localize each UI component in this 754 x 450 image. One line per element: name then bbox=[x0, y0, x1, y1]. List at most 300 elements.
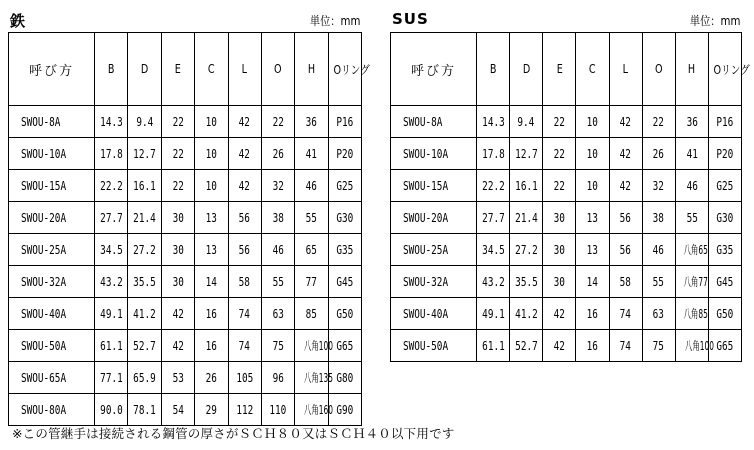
sus-table-row bbox=[391, 266, 742, 298]
iron-cell-value: 85 bbox=[305, 306, 318, 321]
sus-table-cell bbox=[675, 330, 714, 362]
iron-cell-value: 30 bbox=[172, 242, 184, 257]
sus-header-label: H bbox=[688, 62, 696, 76]
sus-table-cell bbox=[510, 266, 543, 298]
sus-table-cell bbox=[642, 266, 675, 298]
iron-cell-value: 30 bbox=[172, 210, 184, 225]
iron-table-cell bbox=[95, 170, 128, 202]
sus-header-cell bbox=[576, 33, 609, 106]
iron-cell-value: 96 bbox=[272, 370, 284, 385]
iron-cell-value: 9.4 bbox=[136, 114, 154, 129]
iron-cell-value: 42 bbox=[172, 338, 184, 353]
sus-table-cell bbox=[642, 202, 675, 234]
iron-table-cell bbox=[128, 298, 161, 330]
sus-table-cell bbox=[576, 170, 609, 202]
sus-header-cell bbox=[609, 33, 642, 106]
iron-table-cell bbox=[261, 266, 294, 298]
sus-cell-value: 27.7 bbox=[481, 210, 505, 225]
sus-table-cell bbox=[642, 170, 675, 202]
iron-table-row bbox=[9, 266, 362, 298]
iron-table-cell bbox=[261, 394, 294, 426]
iron-table-cell bbox=[261, 170, 294, 202]
iron-table-cell bbox=[228, 106, 261, 138]
sus-table-body bbox=[391, 106, 742, 362]
sus-cell-value: 46 bbox=[653, 242, 665, 257]
sus-cell-value: 22.2 bbox=[481, 178, 505, 193]
iron-table-row bbox=[9, 234, 362, 266]
sus-cell-value: 10 bbox=[586, 146, 599, 161]
sus-cell-value: 14 bbox=[586, 274, 599, 289]
sus-table-row bbox=[391, 330, 742, 362]
iron-table-cell bbox=[328, 106, 361, 138]
sus-table-cell bbox=[642, 106, 675, 138]
sus-table-row bbox=[391, 202, 742, 234]
iron-header-cell bbox=[161, 33, 194, 106]
iron-header-cell bbox=[261, 33, 294, 106]
sus-cell-value: 42 bbox=[553, 338, 565, 353]
iron-table-cell bbox=[328, 330, 361, 362]
iron-cell-value: 26 bbox=[272, 146, 284, 161]
iron-cell-value: 16.1 bbox=[133, 178, 156, 193]
sus-table-row bbox=[391, 170, 742, 202]
sus-header-label: E bbox=[556, 62, 563, 76]
iron-table-cell bbox=[328, 298, 361, 330]
sus-table-row bbox=[391, 138, 742, 170]
iron-table-body bbox=[9, 106, 362, 426]
sus-cell-value: 八角77 bbox=[683, 275, 708, 289]
sus-cell-value: 17.8 bbox=[481, 146, 505, 161]
iron-table-cell bbox=[9, 234, 95, 266]
sus-cell-value: 22 bbox=[553, 146, 565, 161]
iron-table-cell bbox=[228, 138, 261, 170]
iron-cell-value: 17.8 bbox=[99, 146, 123, 161]
iron-header-cell bbox=[295, 33, 328, 106]
iron-cell-value: SWOU-80A bbox=[21, 402, 67, 417]
sus-header-label: C bbox=[589, 62, 596, 76]
iron-table-cell bbox=[161, 170, 194, 202]
sus-cell-value: 16 bbox=[586, 306, 599, 321]
iron-cell-value: 38 bbox=[272, 210, 284, 225]
iron-table-cell bbox=[161, 202, 194, 234]
iron-table-cell bbox=[9, 170, 95, 202]
iron-header-cell bbox=[228, 33, 261, 106]
sus-cell-value: SWOU-8A bbox=[403, 114, 443, 129]
iron-cell-value: 22 bbox=[172, 178, 184, 193]
iron-panel bbox=[8, 8, 370, 426]
iron-cell-value: 74 bbox=[239, 338, 251, 353]
iron-cell-value: 41.2 bbox=[133, 306, 156, 321]
iron-cell-value: G65 bbox=[336, 338, 354, 353]
sus-cell-value: 42 bbox=[553, 306, 565, 321]
iron-cell-value: 32 bbox=[272, 178, 284, 193]
sus-panel-title: SUS bbox=[392, 10, 429, 28]
sus-cell-value: 10 bbox=[586, 114, 599, 129]
iron-table-cell bbox=[295, 266, 328, 298]
iron-cell-value: SWOU-10A bbox=[21, 146, 67, 161]
sus-cell-value: 16.1 bbox=[514, 178, 538, 193]
iron-cell-value: 53 bbox=[172, 370, 184, 385]
iron-table-cell bbox=[95, 202, 128, 234]
sus-cell-value: P16 bbox=[716, 114, 734, 129]
sus-cell-value: 61.1 bbox=[481, 338, 505, 353]
iron-cell-value: G30 bbox=[336, 210, 354, 225]
sus-cell-value: 30 bbox=[553, 274, 565, 289]
sus-table-cell bbox=[708, 202, 741, 234]
iron-cell-value: 41 bbox=[305, 146, 318, 161]
iron-table-cell bbox=[228, 298, 261, 330]
iron-cell-value: 22 bbox=[172, 114, 184, 129]
sus-table-cell bbox=[510, 330, 543, 362]
sus-cell-value: G30 bbox=[716, 210, 734, 225]
iron-header-cell bbox=[328, 33, 370, 106]
iron-cell-value: 77.1 bbox=[99, 370, 123, 385]
iron-table-row bbox=[9, 330, 362, 362]
sus-table-cell bbox=[708, 170, 741, 202]
sus-table-cell bbox=[609, 266, 642, 298]
sus-table-cell bbox=[510, 170, 543, 202]
sus-header-label: 呼び方 bbox=[410, 63, 456, 79]
sus-table-cell bbox=[576, 138, 609, 170]
iron-table-cell bbox=[128, 234, 161, 266]
iron-cell-value: 46 bbox=[272, 242, 284, 257]
sus-table-cell bbox=[609, 138, 642, 170]
iron-table-cell bbox=[328, 170, 361, 202]
iron-cell-value: 14 bbox=[205, 274, 217, 289]
sus-cell-value: 42 bbox=[619, 114, 632, 129]
iron-table-cell bbox=[295, 138, 328, 170]
iron-table-cell bbox=[295, 234, 328, 266]
iron-cell-value: G50 bbox=[336, 306, 354, 321]
sus-cell-value: G65 bbox=[716, 338, 734, 353]
iron-cell-value: 26 bbox=[205, 370, 217, 385]
sus-table-cell bbox=[576, 266, 609, 298]
sus-table-cell bbox=[510, 234, 543, 266]
sus-table-cell bbox=[708, 266, 741, 298]
sus-cell-value: SWOU-25A bbox=[403, 242, 449, 257]
sus-header-cell bbox=[391, 33, 477, 106]
iron-table-cell bbox=[261, 362, 294, 394]
sus-table-cell bbox=[510, 138, 543, 170]
iron-table-cell bbox=[9, 298, 95, 330]
sus-table-cell bbox=[391, 170, 477, 202]
iron-cell-value: 52.7 bbox=[133, 338, 156, 353]
sus-table-cell bbox=[675, 138, 708, 170]
sus-table-cell bbox=[391, 266, 477, 298]
sus-table-cell bbox=[510, 202, 543, 234]
sus-cell-value: 9.4 bbox=[517, 114, 535, 129]
iron-cell-value: G90 bbox=[336, 402, 354, 417]
iron-table-cell bbox=[195, 202, 228, 234]
sus-cell-value: 八角100 bbox=[684, 339, 714, 353]
iron-table-cell bbox=[128, 138, 161, 170]
sus-table-cell bbox=[609, 330, 642, 362]
sus-cell-value: 41 bbox=[686, 146, 698, 161]
iron-table-cell bbox=[228, 234, 261, 266]
iron-header-label: L bbox=[242, 62, 248, 76]
sus-header-label: B bbox=[489, 62, 497, 76]
iron-table-cell bbox=[128, 330, 161, 362]
iron-header-label: Oリング bbox=[333, 62, 370, 77]
sus-cell-value: 13 bbox=[586, 242, 599, 257]
iron-table-cell bbox=[161, 234, 194, 266]
iron-cell-value: SWOU-32A bbox=[21, 274, 67, 289]
sus-header-cell bbox=[543, 33, 576, 106]
iron-cell-value: 42 bbox=[172, 306, 184, 321]
iron-cell-value: 105 bbox=[236, 370, 254, 385]
sus-cell-value: 27.2 bbox=[514, 242, 538, 257]
sus-table-row bbox=[391, 298, 742, 330]
iron-table-cell bbox=[228, 362, 261, 394]
iron-table-cell bbox=[295, 330, 334, 362]
iron-table-cell bbox=[95, 298, 128, 330]
sus-cell-value: 八角85 bbox=[683, 307, 708, 321]
iron-table-cell bbox=[261, 234, 294, 266]
sus-table-cell bbox=[576, 298, 609, 330]
iron-table-cell bbox=[328, 362, 361, 394]
sus-table-cell bbox=[576, 234, 609, 266]
iron-table-cell bbox=[328, 266, 361, 298]
iron-cell-value: 55 bbox=[272, 274, 284, 289]
sus-header-cell bbox=[708, 33, 750, 106]
iron-cell-value: 43.2 bbox=[99, 274, 123, 289]
iron-cell-value: 42 bbox=[239, 114, 251, 129]
iron-table-row bbox=[9, 362, 362, 394]
sus-cell-value: SWOU-32A bbox=[403, 274, 449, 289]
iron-table-cell bbox=[128, 202, 161, 234]
sus-spec-table bbox=[390, 32, 750, 362]
iron-table-cell bbox=[295, 394, 334, 426]
iron-table-cell bbox=[328, 234, 361, 266]
iron-cell-value: 78.1 bbox=[133, 402, 156, 417]
iron-table-cell bbox=[95, 234, 128, 266]
iron-cell-value: 65.9 bbox=[133, 370, 156, 385]
iron-cell-value: 42 bbox=[239, 178, 251, 193]
iron-cell-value: SWOU-40A bbox=[21, 306, 67, 321]
iron-table-cell bbox=[95, 394, 128, 426]
iron-cell-value: 10 bbox=[205, 178, 217, 193]
iron-cell-value: 34.5 bbox=[99, 242, 123, 257]
sus-header-label: L bbox=[622, 62, 629, 76]
iron-cell-value: SWOU-8A bbox=[21, 114, 61, 129]
sus-table-cell bbox=[543, 234, 576, 266]
sus-table-cell bbox=[642, 138, 675, 170]
iron-cell-value: 49.1 bbox=[99, 306, 123, 321]
iron-table-cell bbox=[195, 330, 228, 362]
iron-spec-table bbox=[8, 32, 370, 426]
sus-unit-label: 単位：mm bbox=[689, 14, 740, 28]
iron-cell-value: 13 bbox=[205, 242, 217, 257]
iron-table-cell bbox=[128, 106, 161, 138]
sus-table-cell bbox=[543, 170, 576, 202]
iron-table-cell bbox=[161, 394, 194, 426]
sus-cell-value: 63 bbox=[653, 306, 665, 321]
sus-cell-value: 35.5 bbox=[514, 274, 538, 289]
iron-table-cell bbox=[9, 106, 95, 138]
sus-cell-value: G25 bbox=[716, 178, 734, 193]
iron-cell-value: 42 bbox=[239, 146, 251, 161]
iron-cell-value: SWOU-15A bbox=[21, 178, 67, 193]
iron-table-cell bbox=[261, 138, 294, 170]
sus-table-cell bbox=[510, 298, 543, 330]
iron-header-label: O bbox=[274, 62, 282, 76]
iron-cell-value: 56 bbox=[239, 242, 251, 257]
sus-cell-value: 74 bbox=[619, 338, 632, 353]
sus-table-cell bbox=[609, 234, 642, 266]
sus-table-cell bbox=[543, 298, 576, 330]
iron-cell-value: G25 bbox=[336, 178, 354, 193]
iron-cell-value: G45 bbox=[336, 274, 354, 289]
iron-header-cell bbox=[128, 33, 161, 106]
sus-table-cell bbox=[675, 298, 708, 330]
iron-table-cell bbox=[195, 170, 228, 202]
sus-cell-value: 56 bbox=[619, 242, 632, 257]
iron-cell-value: SWOU-25A bbox=[21, 242, 67, 257]
iron-cell-value: 55 bbox=[305, 210, 318, 225]
iron-panel-title: 鉄 bbox=[10, 12, 27, 30]
iron-table-cell bbox=[261, 106, 294, 138]
iron-table-cell bbox=[228, 394, 261, 426]
sus-table-cell bbox=[708, 106, 741, 138]
iron-table-cell bbox=[295, 202, 328, 234]
sus-cell-value: 32 bbox=[653, 178, 665, 193]
sus-cell-value: 41.2 bbox=[514, 306, 538, 321]
sus-cell-value: 10 bbox=[586, 178, 599, 193]
iron-cell-value: 10 bbox=[205, 146, 217, 161]
iron-header-cell bbox=[95, 33, 128, 106]
iron-table-cell bbox=[295, 298, 328, 330]
iron-header-label: 呼び方 bbox=[28, 63, 74, 79]
iron-header-label: C bbox=[207, 62, 215, 76]
sus-cell-value: 49.1 bbox=[481, 306, 505, 321]
iron-cell-value: G35 bbox=[336, 242, 354, 257]
iron-cell-value: 22 bbox=[272, 114, 284, 129]
iron-table-cell bbox=[261, 298, 294, 330]
iron-header-label: E bbox=[174, 62, 181, 76]
sus-cell-value: 22 bbox=[553, 114, 565, 129]
iron-cell-value: 36 bbox=[305, 114, 318, 129]
sus-cell-value: 22 bbox=[653, 114, 665, 129]
sus-cell-value: P20 bbox=[716, 146, 734, 161]
sus-cell-value: 22 bbox=[553, 178, 565, 193]
sus-header-label: O bbox=[654, 62, 663, 76]
sus-cell-value: SWOU-50A bbox=[403, 338, 449, 353]
iron-cell-value: 22.2 bbox=[99, 178, 123, 193]
iron-cell-value: 10 bbox=[205, 114, 217, 129]
sus-header-label: D bbox=[522, 62, 530, 76]
iron-cell-value: 30 bbox=[172, 274, 184, 289]
iron-table-cell bbox=[161, 106, 194, 138]
sus-table-cell bbox=[477, 138, 510, 170]
iron-cell-value: 112 bbox=[236, 402, 254, 417]
sus-header-cell bbox=[675, 33, 708, 106]
iron-cell-value: 74 bbox=[239, 306, 251, 321]
sus-table-cell bbox=[391, 202, 477, 234]
sus-table-cell bbox=[708, 234, 741, 266]
iron-cell-value: 八角160 bbox=[304, 403, 334, 417]
sus-cell-value: 13 bbox=[586, 210, 599, 225]
sus-table-cell bbox=[675, 266, 708, 298]
sus-cell-value: 34.5 bbox=[481, 242, 505, 257]
sus-cell-value: SWOU-10A bbox=[403, 146, 449, 161]
sus-table-cell bbox=[391, 330, 477, 362]
sus-table-cell bbox=[675, 170, 708, 202]
sus-cell-value: 43.2 bbox=[481, 274, 505, 289]
sus-table-cell bbox=[391, 138, 477, 170]
sus-header-cell bbox=[642, 33, 675, 106]
sus-header-cell bbox=[477, 33, 510, 106]
iron-cell-value: 110 bbox=[269, 402, 287, 417]
sus-header-cell bbox=[510, 33, 543, 106]
iron-cell-value: P20 bbox=[336, 146, 354, 161]
sus-cell-value: 74 bbox=[619, 306, 632, 321]
iron-table-cell bbox=[9, 330, 95, 362]
sus-cell-value: 30 bbox=[553, 242, 565, 257]
iron-table-cell bbox=[261, 330, 294, 362]
iron-header-label: H bbox=[307, 62, 316, 76]
sus-table-cell bbox=[477, 106, 510, 138]
sus-table-cell bbox=[576, 106, 609, 138]
sus-table-cell bbox=[510, 106, 543, 138]
sus-header-label: Oリング bbox=[713, 62, 750, 77]
sus-cell-value: 56 bbox=[619, 210, 632, 225]
sus-table-cell bbox=[543, 106, 576, 138]
sus-cell-value: G50 bbox=[716, 306, 734, 321]
iron-table-cell bbox=[128, 170, 161, 202]
iron-cell-value: 16 bbox=[205, 306, 217, 321]
sus-panel-header bbox=[390, 8, 742, 32]
iron-header-cell bbox=[9, 33, 95, 106]
iron-cell-value: 八角135 bbox=[304, 371, 334, 385]
iron-table-cell bbox=[328, 202, 361, 234]
iron-table-cell bbox=[295, 362, 334, 394]
iron-table-cell bbox=[195, 234, 228, 266]
iron-table-cell bbox=[228, 170, 261, 202]
iron-cell-value: P16 bbox=[336, 114, 354, 129]
iron-header-label: B bbox=[107, 62, 115, 76]
sus-table-cell bbox=[391, 234, 477, 266]
sus-cell-value: 52.7 bbox=[514, 338, 538, 353]
iron-table-cell bbox=[161, 138, 194, 170]
sus-table-cell bbox=[543, 266, 576, 298]
sus-table-cell bbox=[642, 234, 675, 266]
iron-cell-value: 54 bbox=[172, 402, 184, 417]
sus-table-cell bbox=[675, 106, 708, 138]
iron-cell-value: SWOU-65A bbox=[21, 370, 67, 385]
iron-cell-value: 75 bbox=[272, 338, 284, 353]
iron-table-cell bbox=[228, 266, 261, 298]
iron-cell-value: 63 bbox=[272, 306, 284, 321]
sus-cell-value: 42 bbox=[619, 178, 632, 193]
iron-panel-header bbox=[8, 8, 362, 32]
iron-table-cell bbox=[161, 330, 194, 362]
sus-table-cell bbox=[609, 106, 642, 138]
sus-cell-value: 八角65 bbox=[683, 243, 708, 257]
sus-table-cell bbox=[609, 170, 642, 202]
iron-table-cell bbox=[128, 394, 161, 426]
sus-cell-value: 55 bbox=[686, 210, 698, 225]
sus-table-row bbox=[391, 106, 742, 138]
sus-table-cell bbox=[642, 330, 675, 362]
sus-table-cell bbox=[391, 298, 477, 330]
sus-cell-value: 30 bbox=[553, 210, 565, 225]
iron-cell-value: 13 bbox=[205, 210, 217, 225]
iron-cell-value: 65 bbox=[305, 242, 318, 257]
sus-panel bbox=[390, 8, 750, 362]
iron-table-row bbox=[9, 202, 362, 234]
sus-table-cell bbox=[675, 202, 708, 234]
iron-cell-value: SWOU-20A bbox=[21, 210, 67, 225]
iron-table-row bbox=[9, 170, 362, 202]
